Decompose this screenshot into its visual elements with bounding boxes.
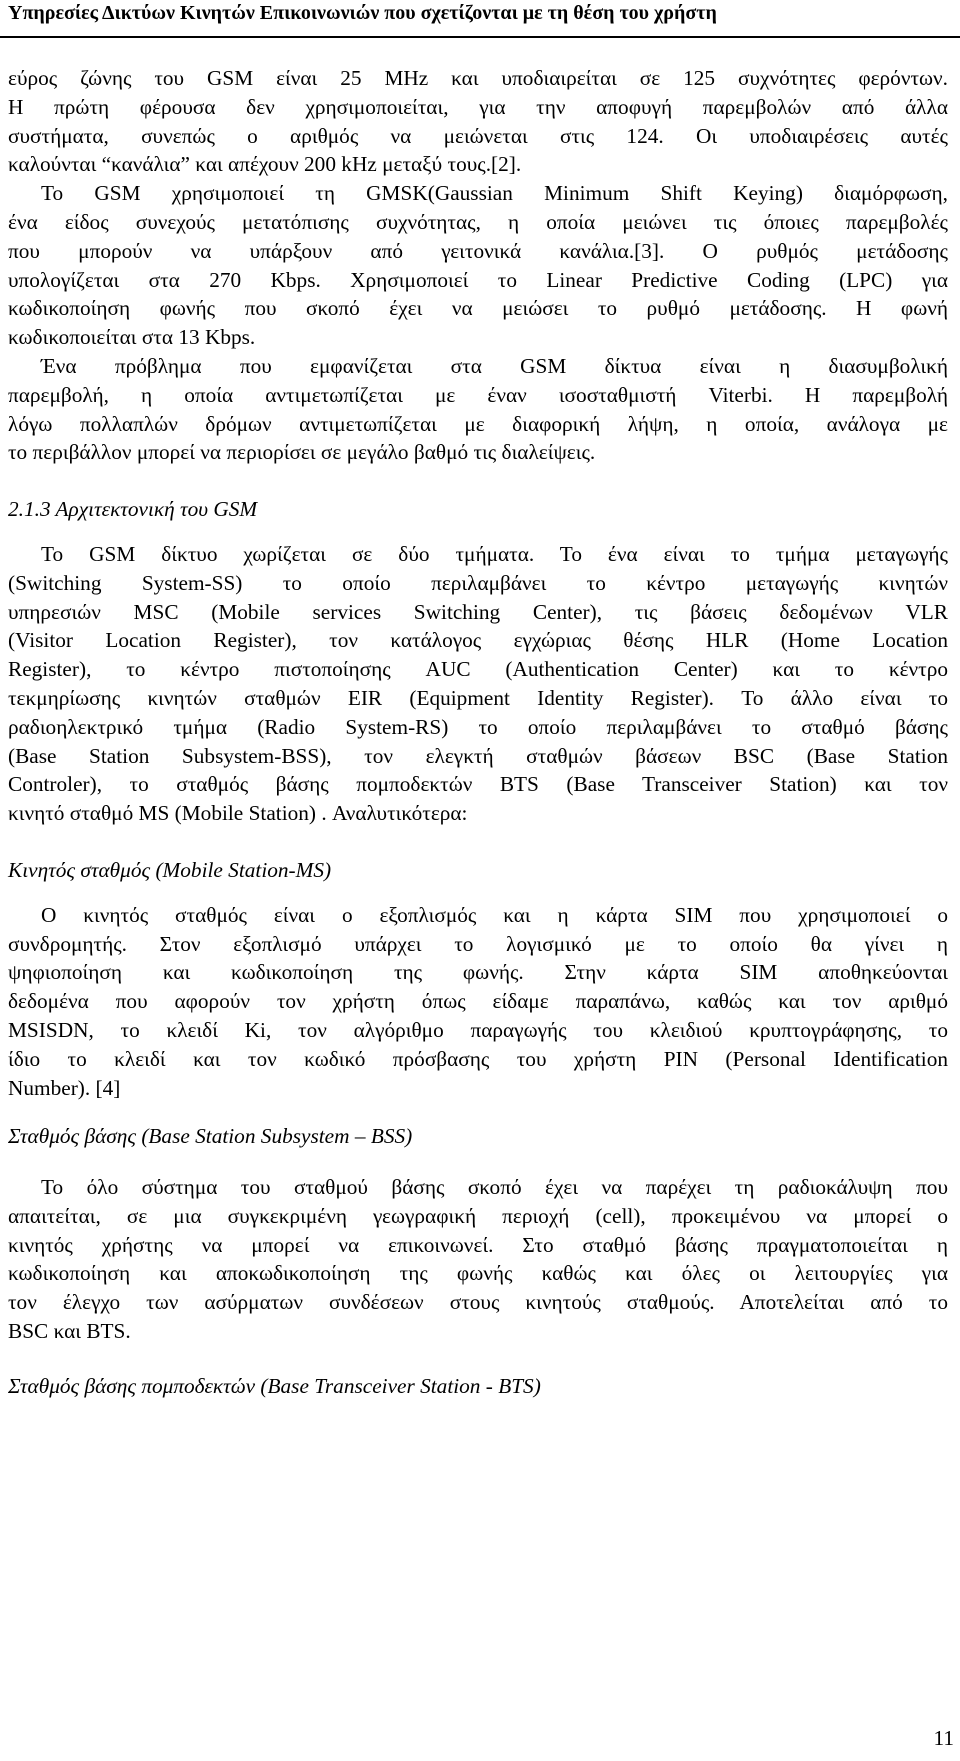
- text-line: Ο κινητός σταθμός είναι ο εξοπλισμός και η κάρτα SIM που χρησιμοποιεί ο: [41, 902, 948, 927]
- text-line: κωδικοποίηση φωνής που σκοπό έχει να μειώσει το ρυθμό μετάδοσης. Η φωνή: [8, 296, 948, 321]
- text-line: Register), το κέντρο πιστοποίησης AUC (Authentication Center) και το κέντρο: [8, 657, 948, 682]
- subheading-base-station-subsystem: Σταθμός βάσης (Base Station Subsystem – BSS): [8, 1124, 413, 1149]
- text-line: MSISDN, το κλειδί Ki, τον αλγόριθμο παραγωγής του κλειδιού κρυπτογράφησης, το: [8, 1017, 948, 1042]
- text-line: που μπορούν να υπάρξουν από γειτονικά κανάλια.[3]. Ο ρυθμός μετάδοσης: [8, 238, 948, 263]
- header-title: Υπηρεσίες Δικτύων Κινητών Επικοινωνιών που σχετίζονται με τη θέση του χρήστη: [8, 2, 717, 24]
- text-line: κινητός χρήστης να μπορεί να επικοινωνεί. Στο σταθμό βάσης πραγματοποιείται η: [8, 1232, 948, 1257]
- text-line: Το όλο σύστημα του σταθμού βάσης σκοπό έχει να παρέχει τη ραδιοκάλυψη που: [41, 1175, 948, 1200]
- text-line: ίδιο το κλειδί και τον κωδικό πρόσβασης του χρήστη PIN (Personal Identification: [8, 1046, 948, 1071]
- text-line: κινητό σταθμό MS (Mobile Station) . Αναλυτικότερα:: [8, 801, 468, 826]
- text-line: Ένα πρόβλημα που εμφανίζεται στα GSM δίκτυα είναι η διασυμβολική: [41, 353, 948, 378]
- text-line: (Switching System-SS) το οποίο περιλαμβάνει το κέντρο μεταγωγής κινητών: [8, 570, 948, 595]
- text-line: τεκμηρίωσης κινητών σταθμών EIR (Equipment Identity Register). Το άλλο είναι το: [8, 685, 948, 710]
- paragraph-gsm-bandwidth: [8, 64, 948, 179]
- text-line: δεδομένα που αφορούν τον χρήστη όπως είδαμε παραπάνω, καθώς και τον αριθμό: [8, 989, 948, 1014]
- text-line: κωδικοποίηση και αποκωδικοποίηση της φωνής καθώς και όλες οι λειτουργίες για: [8, 1261, 948, 1286]
- text-line: ραδιοηλεκτρικό τμήμα (Radio System-RS) το οποίο περιλαμβάνει το σταθμό βάσης: [8, 714, 948, 739]
- paragraph-gmsk: [8, 179, 948, 352]
- text-line: Controler), το σταθμός βάσης πομποδεκτών BTS (Base Transceiver Station) και τον: [8, 772, 948, 797]
- text-line: εύρος ζώνης του GSM είναι 25 MHz και υποδιαιρείται σε 125 συχνότητες φερόντων.: [8, 66, 948, 90]
- text-line: παρεμβολή, η οποία αντιμετωπίζεται με έναν ισοσταθμιστή Viterbi. Η παρεμβολή: [8, 382, 948, 407]
- text-line: ένα είδος συνεχούς μετατόπισης συχνότητας, η οποία μειώνει τις όποιες παρεμβολές: [8, 209, 948, 234]
- text-line: λόγω πολλαπλών δρόμων αντιμετωπίζεται με διαφορική λήψη, η οποία, ανάλογα με: [8, 411, 948, 436]
- text-line: (Base Station Subsystem-BSS), τον ελεγκτή σταθμών βάσεων BSC (Base Station: [8, 743, 948, 768]
- paragraph-interference: [8, 352, 948, 467]
- paragraph-architecture: [8, 540, 948, 828]
- page-content: [8, 64, 948, 1401]
- text-line: Η πρώτη φέρουσα δεν χρησιμοποιείται, για την αποφυγή παρεμβολών από άλλα: [8, 94, 948, 119]
- text-line: τον έλεγχο των ασύρματων συνδέσεων στους κινητούς σταθμούς. Αποτελείται από το: [8, 1290, 948, 1315]
- text-line: κωδικοποιείται στα 13 Kbps.: [8, 325, 256, 350]
- text-line: συνδρομητής. Στον εξοπλισμό υπάρχει το λογισμικό με το οποίο θα γίνει η: [8, 931, 948, 956]
- text-line: καλούνται “κανάλια” και απέχουν 200 kHz μεταξύ τους.[2].: [8, 152, 522, 177]
- paragraph-mobile-station: [8, 901, 948, 1103]
- text-line: BSC και BTS.: [8, 1319, 131, 1344]
- text-line: απαιτείται, σε μια συγκεκριμένη γεωγραφική περιοχή (cell), προκειμένου να μπορεί ο: [8, 1203, 948, 1228]
- text-line: υπηρεσιών MSC (Mobile services Switching Center), τις βάσεις δεδομένων VLR: [8, 599, 948, 624]
- page-number: 11: [933, 1726, 954, 1750]
- text-line: Number). [4]: [8, 1075, 121, 1100]
- text-line: Το GSM δίκτυο χωρίζεται σε δύο τμήματα. Το ένα είναι το τμήμα μεταγωγής: [41, 541, 948, 566]
- subheading-mobile-station: Κινητός σταθμός (Mobile Station-MS): [8, 857, 332, 882]
- text-line: Το GSM χρησιμοποιεί τη GMSK(Gaussian Minimum Shift Keying) διαμόρφωση,: [41, 181, 948, 206]
- text-line: (Visitor Location Register), τον κατάλογος εγχώριας θέσης HLR (Home Location: [8, 628, 948, 653]
- section-heading-gsm-architecture: 2.1.3 Αρχιτεκτονική του GSM: [8, 497, 258, 522]
- text-line: ψηφιοποίηση και κωδικοποίηση της φωνής. Στην κάρτα SIM αποθηκεύονται: [8, 960, 948, 985]
- text-line: συστήματα, συνεπώς ο αριθμός να μειώνεται στις 124. Οι υποδιαιρέσεις αυτές: [8, 123, 948, 148]
- page-header: [0, 0, 960, 38]
- subheading-base-transceiver-station: Σταθμός βάσης πομποδεκτών (Base Transceiver Station - BTS): [8, 1373, 541, 1398]
- paragraph-base-station: [8, 1173, 948, 1346]
- text-line: το περιβάλλον μπορεί να περιορίσει σε μεγάλο βαθμό τις διαλείψεις.: [8, 440, 596, 465]
- text-line: υπολογίζεται στα 270 Kbps. Χρησιμοποιεί το Linear Predictive Coding (LPC) για: [8, 267, 948, 292]
